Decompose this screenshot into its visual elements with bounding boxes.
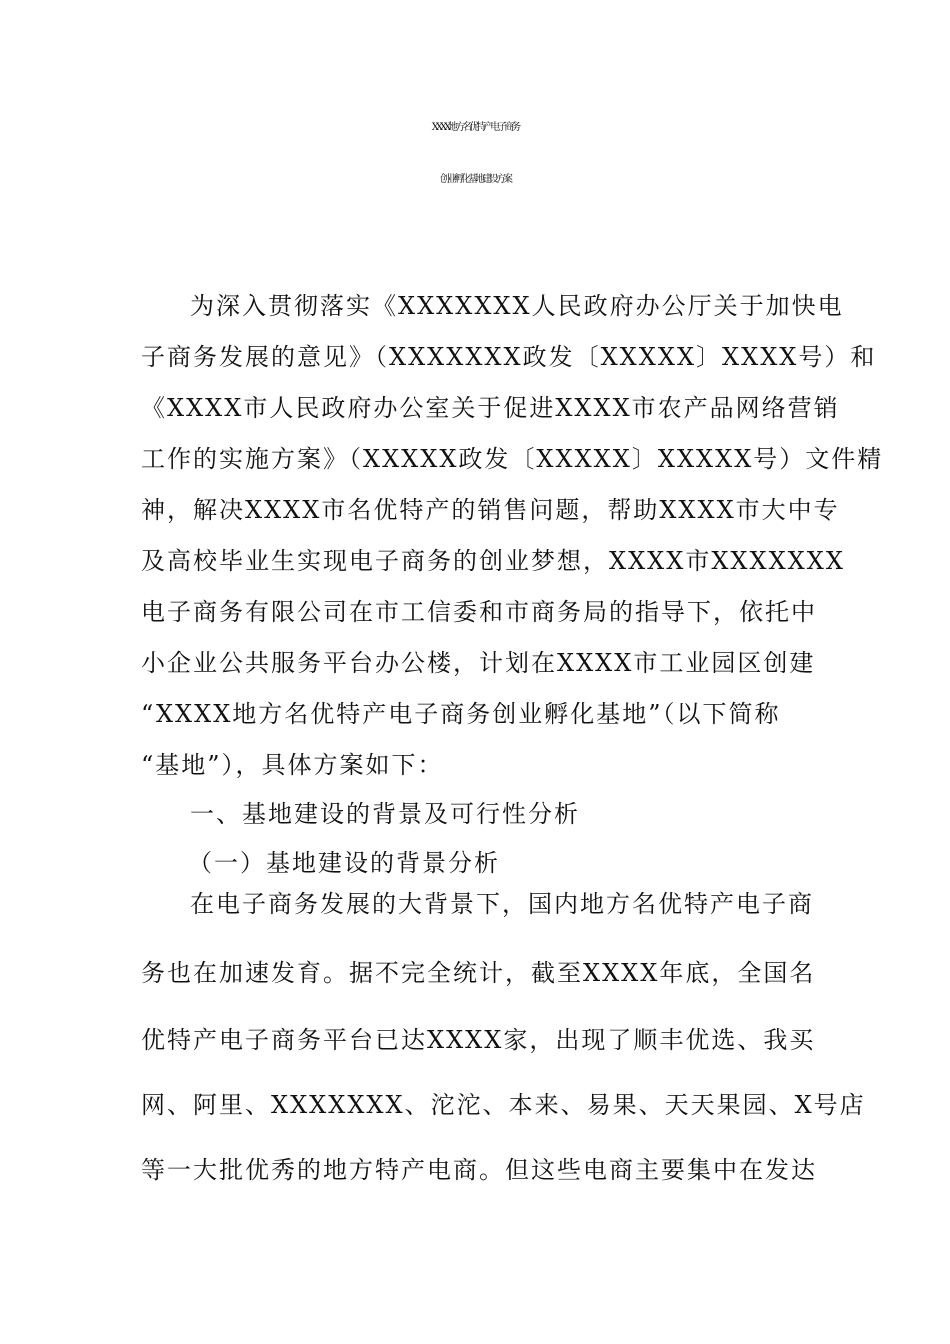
paragraph-line: 在电子商务发展的大背景下，国内地方名优特产电子商: [190, 890, 814, 918]
paragraph-line: 神，解决XXXX市名优特产的销售问题，帮助XXXX市大中专: [141, 496, 840, 524]
document-title-line-1: XXXX地方名优特产电子商务: [431, 122, 519, 133]
paragraph-line: 工作的实施方案》（XXXXX政发〔XXXXX〕XXXXX号）文件精: [141, 445, 884, 473]
paragraph-line: 网、阿里、XXXXXXX、沱沱、本来、易果、天天果园、X号店: [141, 1091, 866, 1119]
document-title-line-2: 创业孵化基地建设方案: [440, 174, 510, 185]
paragraph-line: 子商务发展的意见》（XXXXXXX政发〔XXXXX〕XXXX号）和: [141, 343, 877, 371]
subsection-heading: （一）基地建设的背景分析: [188, 849, 500, 877]
paragraph-line: 等一大批优秀的地方特产电商。但这些电商主要集中在发达: [141, 1156, 817, 1184]
paragraph-line: 及高校毕业生实现电子商务的创业梦想，XXXX市XXXXXXX: [141, 547, 845, 575]
paragraph-line: 优特产电子商务平台已达XXXX家，出现了顺丰优选、我买: [141, 1026, 816, 1054]
paragraph-line: 《XXXX市人民政府办公室关于促进XXXX市农产品网络营销: [141, 394, 840, 422]
section-heading: 一、基地建设的背景及可行性分析: [190, 800, 580, 828]
paragraph-line: 小企业公共服务平台办公楼，计划在XXXX市工业园区创建: [141, 649, 816, 677]
paragraph-line: “XXXX地方名优特产电子商务创业孵化基地”（以下简称: [141, 700, 781, 728]
paragraph-line: “基地”），具体方案如下：: [141, 751, 444, 779]
paragraph-line: 务也在加速发育。据不完全统计，截至XXXX年底，全国名: [141, 959, 816, 987]
paragraph-line: 电子商务有限公司在市工信委和市商务局的指导下，依托中: [141, 598, 817, 626]
paragraph-line: 为深入贯彻落实《XXXXXXX人民政府办公厅关于加快电: [190, 292, 844, 320]
